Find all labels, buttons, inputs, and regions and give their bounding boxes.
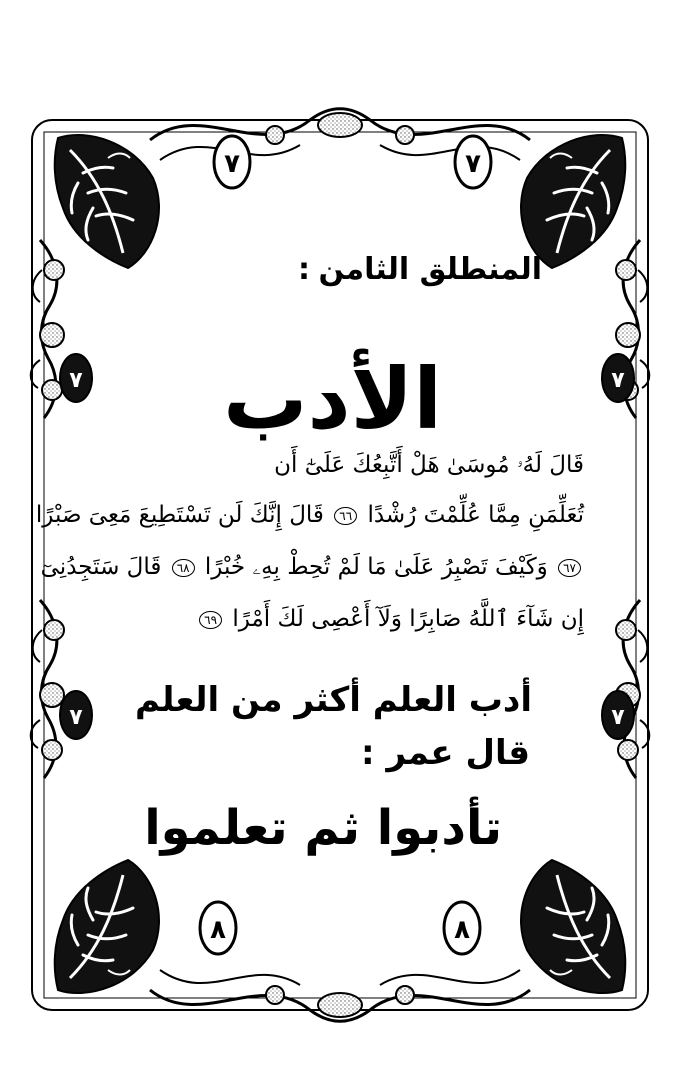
saying-line-2: تأدبوا ثم تعلموا: [144, 800, 502, 856]
svg-text:٧: ٧: [224, 149, 240, 179]
page-badge-upper-right: [602, 354, 634, 402]
page-badge-bottom-right: [444, 902, 480, 954]
svg-text:٨: ٨: [454, 915, 470, 945]
verse-segment: قَالَ إِنَّكَ لَن تَسْتَطِيعَ مَعِىَ صَبْرًا: [35, 502, 324, 528]
corner-leaf-top-right: [521, 135, 625, 268]
section-heading-colon: :: [298, 252, 310, 287]
quran-verse-line-3: [40, 554, 584, 580]
verse-segment: وَكَيْفَ تَصْبِرُ عَلَىٰ مَا لَمْ تُحِطْ بِهِۦ خُبْرًا: [204, 554, 548, 580]
page-title: الأدب: [223, 350, 442, 448]
page-badge-top-left: [214, 136, 250, 188]
ayah-number-marker: ٦٩: [199, 611, 222, 629]
saying-line-1: أدب العلم أكثر من العلم: [134, 680, 532, 720]
page-badge-lower-left: [60, 691, 92, 739]
corner-leaf-top-left: [55, 135, 159, 268]
svg-text:٧: ٧: [611, 368, 625, 393]
corner-leaf-bottom-left: [55, 860, 159, 993]
page-badge-bottom-left: [200, 902, 236, 954]
svg-text:٧: ٧: [611, 705, 625, 730]
quran-verse-line-1: قَالَ لَهُۥ مُوسَىٰ هَلْ أَتَّبِعُكَ عَلَىٰٓ أَن: [274, 452, 584, 478]
verse-segment: قَالَ سَتَجِدُنِىٓ: [40, 554, 162, 580]
quran-verse-line-4: [72, 606, 584, 632]
svg-text:٧: ٧: [465, 149, 481, 179]
section-heading: المنطلق الثامن: [318, 252, 542, 287]
corner-leaf-bottom-right: [521, 860, 625, 993]
page-badge-upper-left: [60, 354, 92, 402]
svg-text:٨: ٨: [210, 915, 226, 945]
verse-segment: إِن شَآءَ ٱللَّهُ صَابِرًا وَلَآ أَعْصِى لَكَ أَمْرًا: [232, 606, 584, 632]
quran-verse-line-2: [35, 502, 584, 528]
svg-text:٧: ٧: [69, 705, 83, 730]
svg-text:٧: ٧: [69, 368, 83, 393]
verse-segment: تُعَلِّمَنِ مِمَّا عُلِّمْتَ رُشْدًا: [367, 502, 584, 528]
ayah-number-marker: ٦٨: [172, 559, 195, 577]
page-badge-top-right: [455, 136, 491, 188]
saying-speaker: قال عمر :: [361, 733, 530, 773]
page-badge-lower-right: [602, 691, 634, 739]
ayah-number-marker: ٦٦: [334, 507, 357, 525]
ayah-number-marker: ٦٧: [558, 559, 581, 577]
